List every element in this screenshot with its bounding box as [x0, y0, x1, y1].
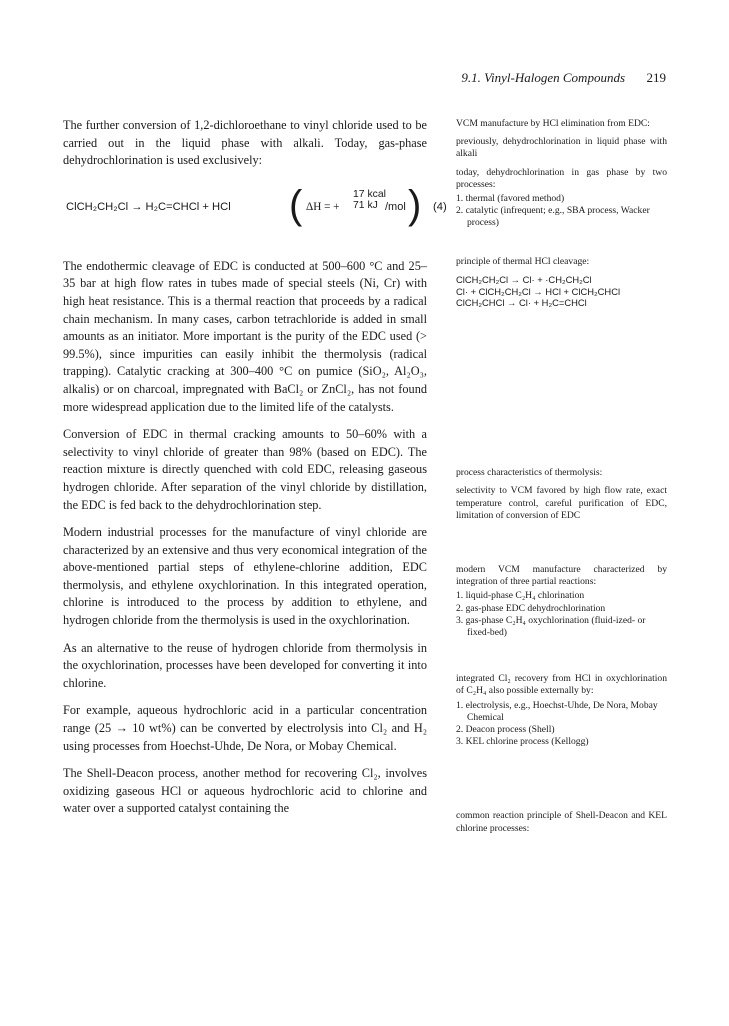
equation-unit: /mol [385, 200, 406, 213]
list-item: 2. catalytic (infrequent; e.g., SBA process, Wacker process) [456, 205, 650, 229]
list-item: 1. liquid-phase C₂H₄ chlorination [456, 590, 585, 602]
equation-4 [63, 180, 447, 234]
equation-delta-h: ΔH = + [306, 200, 340, 213]
reaction-step-3: ClCH₂CHCl → Cl· + H₂C=CHCl [456, 297, 587, 309]
margin-note-cl2-recovery: integrated Cl₂ recovery from HCl in oxychlorination of C₂H₄ also possible externally by: [456, 673, 667, 697]
margin-note-selectivity: selectivity to VCM favored by high flow rate, exact temperature control, careful purification of EDC, limitation of conversion of EDC [456, 485, 667, 521]
margin-note-process-characteristics: process characteristics of thermolysis: [456, 467, 603, 479]
running-head-title: 9.1. Vinyl-Halogen Compounds [461, 70, 625, 85]
equation-lhs: ClCH₂CH₂Cl → H₂C=CHCl + HCl [66, 200, 231, 213]
main-column [63, 117, 447, 828]
margin-notes [456, 118, 667, 841]
margin-note-modern-vcm: modern VCM manufacture characterized by integration of three partial reactions: [456, 564, 667, 588]
margin-list-processes [456, 193, 667, 230]
reaction-step-1: ClCH₂CH₂Cl → Cl· + ·CH₂CH₂Cl [456, 273, 592, 285]
margin-list-partial-reactions [456, 590, 667, 639]
list-item: 3. KEL chlorine process (Kellogg) [456, 736, 589, 748]
equation-numerator: 17 kcal [353, 188, 386, 200]
margin-note-vcm-manufacture: VCM manufacture by HCl elimination from EDC: [456, 118, 650, 129]
list-item: 2. gas-phase EDC dehydrochlorination [456, 602, 606, 614]
list-item: 3. gas-phase C₂H₄ oxychlorination (fluid-ized- or fixed-bed) [456, 614, 646, 639]
list-item: 1. thermal (favored method) [456, 193, 565, 205]
margin-note-common-principle: common reaction principle of Shell-Deacon and KEL chlorine processes: [456, 810, 667, 834]
list-item: 2. Deacon process (Shell) [456, 724, 555, 736]
reaction-step-2: Cl· + ClCH₂CH₂Cl → HCl + ClCH₂CHCl [456, 285, 621, 297]
margin-note-principle: principle of thermal HCl cleavage: [456, 255, 590, 267]
equation-denominator: 71 kJ [353, 199, 378, 211]
paragraph-2: The endothermic cleavage of EDC is conducted at 500–600 °C and 25–35 bar at high flow rates in tubes made of special steels (Ni, Cr) with high heat resistance. This is a thermal reaction that proceeds by a radical chain mechanism. In many cases, carbon tetrachloride is added in small amounts as an initiator. More important is the purity of the EDC used (> 99.5%), since impurities can easily inhibit the thermolysis (radical trapping). Catalytic cracking at 300–400 °C on pumice (SiO₂, Al₂O₃, alkalis) or on charcoal, impregnated with BaCl₂ or ZnCl₂, has not found more widespread application due to the limited life of the catalysts. [63, 258, 427, 414]
paragraph-3: Conversion of EDC in thermal cracking amounts to 50–60% with a selectivity to vinyl chloride of greater than 98% (based on EDC). The reaction mixture is directly quenched with cold EDC, releasing gaseous hydrogen chloride. After separation of the vinyl chloride by distillation, the EDC is fed back to the dehydrochlorination step. [63, 427, 427, 512]
list-item: 1. electrolysis, e.g., Hoechst-Uhde, De Nora, Mobay Chemical [456, 699, 658, 723]
equation-right-paren: ) [408, 182, 422, 227]
running-head [0, 70, 729, 86]
margin-note-previously: previously, dehydrochlorination in liquid phase with alkali [456, 136, 667, 160]
paragraph-4: Modern industrial processes for the manufacture of vinyl chloride are characterized by an extensive and thus very economical integration of the above-mentioned partial steps of ethylene-chlorine addition, EDC thermolysis, and ethylene oxychlorination. In this integrated operation, chlorine is introduced to the process by addition to ethylene, and hydrogen chloride from the thermolysis is used in the oxychlorination. [63, 525, 427, 628]
paragraph-5: As an alternative to the reuse of hydrogen chloride from thermolysis in the oxychlorination, processes have been developed for converting it into chlorine. [63, 640, 427, 690]
paragraph-7: The Shell-Deacon process, another method for recovering Cl₂, involves oxidizing gaseous HCl or aqueous hydrochloric acid to chlorine and water over a supported catalyst containing the [63, 766, 427, 816]
equation-number: (4) [433, 200, 447, 213]
margin-note-today: today, dehydrochlorination in gas phase by two processes: [456, 166, 667, 190]
reaction-scheme [456, 274, 667, 309]
paragraph-6: For example, aqueous hydrochloric acid in a particular concentration range (25 → 10 wt%) can be converted by electrolysis into Cl₂ and H₂ using processes from Hoechst-Uhde, De Nora, or Mobay Chemical. [63, 703, 427, 753]
equation-left-paren: ( [289, 182, 303, 227]
page-number: 219 [646, 70, 666, 85]
margin-list-recovery-processes [456, 700, 667, 749]
paragraph-1: The further conversion of 1,2-dichloroethane to vinyl chloride used to be carried out in the liquid phase with alkali. Today, gas-phase dehydrochlorination is used exclusively: [63, 118, 427, 168]
equation-fraction [353, 189, 386, 211]
